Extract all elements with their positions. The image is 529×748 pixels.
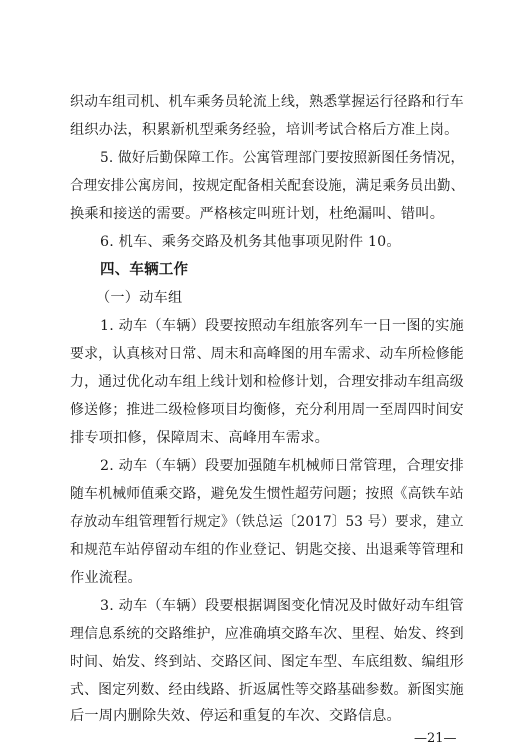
text-line: 随车机械师值乘交路，避免发生惯性超劳问题；按照《高铁车站	[70, 486, 464, 502]
text-line: 织动车组司机、机车乘务员轮流上线，熟悉掌握运行径路和行车	[70, 94, 464, 110]
text-line: 3. 动车（车辆）段要根据调图变化情况及时做好动车组管	[100, 598, 464, 614]
text-line: 时间、始发、终到站、交路区间、图定车型、车底组数、编组形	[70, 654, 464, 670]
text-line: 力，通过优化动车组上线计划和检修计划，合理安排动车组高级	[70, 374, 464, 390]
text-line: 1. 动车（车辆）段要按照动车组旅客列车一日一图的实施	[100, 318, 464, 334]
text-line: 作业流程。	[70, 570, 142, 586]
text-line: 式、图定列数、经由线路、折返属性等交路基础参数。新图实施	[70, 682, 464, 698]
text-line: 和规范车站停留动车组的作业登记、钥匙交接、出退乘等管理和	[70, 542, 464, 558]
subsection-heading: （一）动车组	[96, 290, 183, 306]
section-heading: 四、车辆工作	[100, 262, 189, 278]
text-line: 存放动车组管理暂行规定》（铁总运〔2017〕53 号）要求，建立	[70, 514, 464, 530]
text-line: 修送修；推进二级检修项目均衡修，充分利用周一至周四时间安	[70, 402, 464, 418]
text-line: 要求，认真核对日常、周末和高峰图的用车需求、动车所检修能	[70, 346, 464, 362]
text-line: 换乘和接送的需要。严格核定叫班计划，杜绝漏叫、错叫。	[70, 206, 445, 222]
text-line: 2. 动车（车辆）段要加强随车机械师日常管理，合理安排	[100, 458, 464, 474]
text-line: 组织办法，积累新机型乘务经验，培训考试合格后方准上岗。	[70, 122, 459, 138]
text-line: 6. 机车、乘务交路及机务其他事项见附件 10。	[100, 234, 401, 250]
text-line: 5. 做好后勤保障工作。公寓管理部门要按照新图任务情况，	[100, 150, 465, 166]
text-line: 排专项扣修，保障周末、高峰用车需求。	[70, 430, 329, 446]
text-line: 理信息系统的交路维护，应准确填交路车次、里程、始发、终到	[70, 626, 464, 642]
text-line: 合理安排公寓房间，按规定配备相关配套设施，满足乘务员出勤、	[70, 178, 465, 194]
text-line: 后一周内删除失效、停运和重复的车次、交路信息。	[70, 708, 401, 724]
page-number: —21—	[414, 731, 457, 746]
